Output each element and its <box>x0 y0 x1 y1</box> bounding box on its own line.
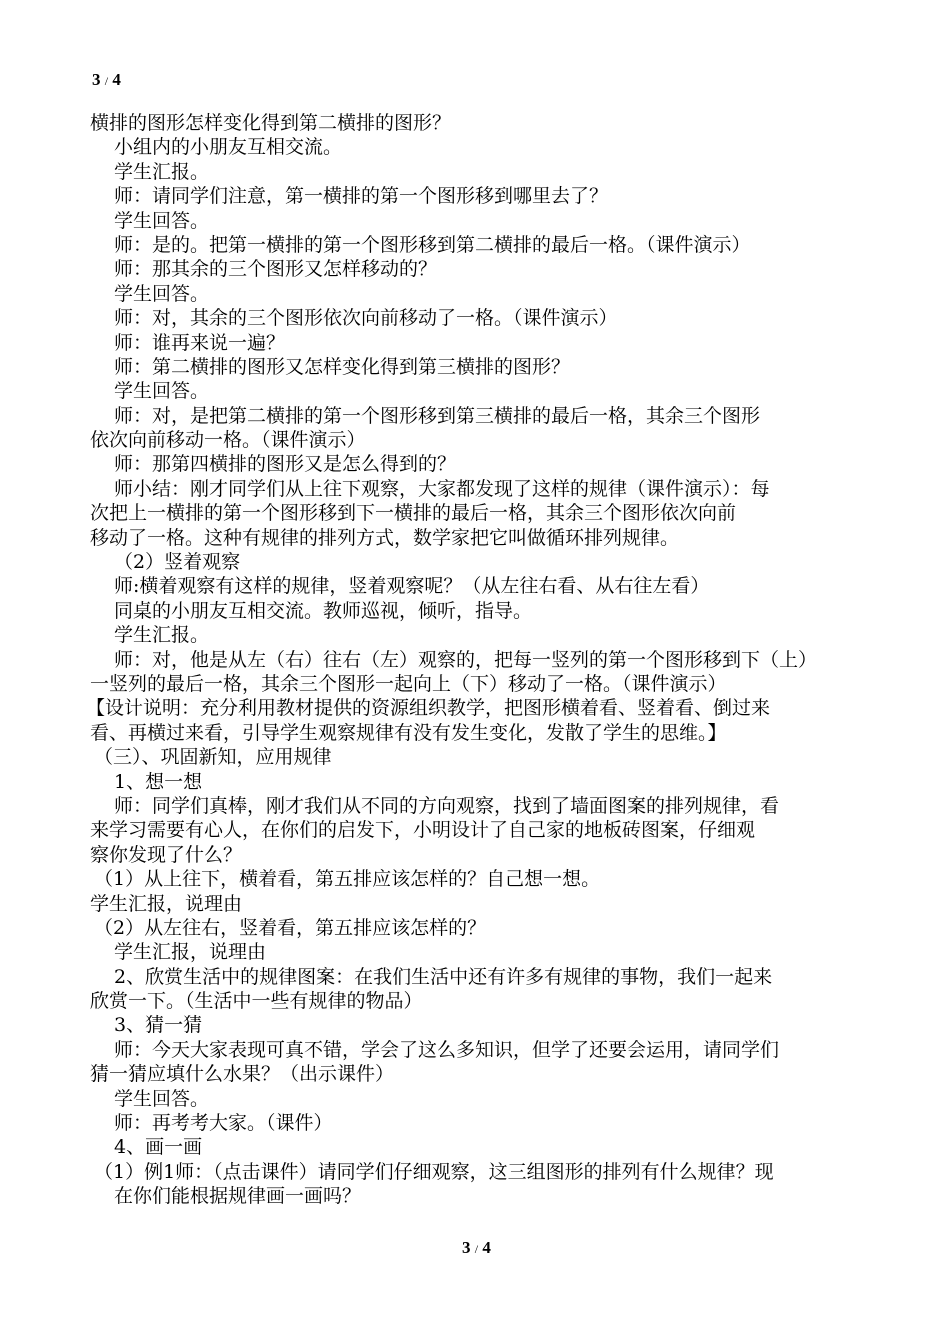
text-line: 一竖列的最后一格，其余三个图形一起向上（下）移动了一格。（课件演示） <box>90 672 727 695</box>
text-line: 师：对，他是从左（右）往右（左）观察的，把每一竖列的第一个图形移到下（上） <box>114 648 818 671</box>
text-line: 依次向前移动一格。（课件演示） <box>90 429 366 452</box>
text-line: 欣赏一下。（生活中一些有规律的物品） <box>90 990 423 1013</box>
header-page-number: 3 / 4 <box>92 70 121 89</box>
text-line: 师：第二横排的图形又怎样变化得到第三横排的图形？ <box>114 355 571 378</box>
text-line: （2）从左往右，竖着看，第五排应该怎样的？ <box>94 916 487 939</box>
text-line: 学生汇报，说理由 <box>90 892 243 915</box>
text-line: 师：那第四横排的图形又是怎么得到的？ <box>114 453 457 476</box>
text-line: 4、画一画 <box>114 1136 203 1159</box>
footer-page-number: 3 / 4 <box>462 1238 491 1257</box>
text-line: 师：是的。把第一横排的第一个图形移到第二横排的最后一格。（课件演示） <box>114 233 751 256</box>
text-line: 猜一猜应填什么水果？（出示课件） <box>90 1063 395 1086</box>
text-line: 【设计说明：充分利用教材提供的资源组织教学，把图形横着看、竖着看、倒过来 <box>86 697 771 720</box>
text-line: 师：再考考大家。（课件） <box>114 1112 333 1135</box>
text-line: 同桌的小朋友互相交流。教师巡视，倾听，指导。 <box>114 599 533 622</box>
text-line: 移动了一格。这种有规律的排列方式，数学家把它叫做循环排列规律。 <box>90 526 680 549</box>
text-line: 学生回答。 <box>114 209 210 232</box>
text-line: （1）例1师：（点击课件）请同学们仔细观察，这三组图形的排列有什么规律？现 <box>94 1160 774 1183</box>
text-line: 师：请同学们注意，第一横排的第一个图形移到哪里去了？ <box>114 185 609 208</box>
text-line: 来学习需要有心人，在你们的启发下，小明设计了自己家的地板砖图案，仔细观 <box>90 819 756 842</box>
text-line: 师小结：刚才同学们从上往下观察，大家都发现了这样的规律（课件演示）：每 <box>114 477 770 500</box>
text-line: 师：对，是把第二横排的第一个图形移到第三横排的最后一格，其余三个图形 <box>114 404 761 427</box>
text-line: 学生汇报。 <box>114 624 210 647</box>
text-line: 师：对，其余的三个图形依次向前移动了一格。（课件演示） <box>114 307 618 330</box>
text-line: 1、想一想 <box>114 770 203 793</box>
text-line: 学生汇报，说理由 <box>114 941 267 964</box>
text-line: 师:横着观察有这样的规律，竖着观察呢？（从左往右看、从右往左看） <box>114 575 710 598</box>
text-line: 在你们能根据规律画一画吗？ <box>114 1185 362 1208</box>
text-line: 学生回答。 <box>114 282 210 305</box>
text-line: 小组内的小朋友互相交流。 <box>114 136 343 159</box>
text-line: 师：谁再来说一遍？ <box>114 331 286 354</box>
text-line: 学生回答。 <box>114 380 210 403</box>
text-line: 察你发现了什么？ <box>90 843 243 866</box>
text-line: 横排的图形怎样变化得到第二横排的图形？ <box>90 112 452 134</box>
text-line: 看、再横过来看，引导学生观察规律有没有发生变化，发散了学生的思维。】 <box>90 721 727 744</box>
text-line: 学生回答。 <box>114 1087 210 1110</box>
text-line: （1）从上往下，横着看，第五排应该怎样的？自己想一想。 <box>94 868 601 891</box>
text-line: 学生汇报。 <box>114 160 210 183</box>
text-line: 师：同学们真棒，刚才我们从不同的方向观察，找到了墙面图案的排列规律，看 <box>114 794 780 817</box>
text-line: 3、猜一猜 <box>114 1014 203 1037</box>
text-line: （2）竖着观察 <box>114 551 241 574</box>
text-line: （三）、巩固新知，应用规律 <box>94 746 332 769</box>
text-line: 次把上一横排的第一个图形移到下一横排的最后一格，其余三个图形依次向前 <box>90 502 737 525</box>
text-line: 2、欣赏生活中的规律图案：在我们生活中还有许多有规律的事物，我们一起来 <box>114 965 773 988</box>
document-body <box>86 111 865 1209</box>
text-line: 师：那其余的三个图形又怎样移动的？ <box>114 258 438 281</box>
text-line: 师：今天大家表现可真不错，学会了这么多知识，但学了还要会运用，请同学们 <box>114 1038 780 1061</box>
